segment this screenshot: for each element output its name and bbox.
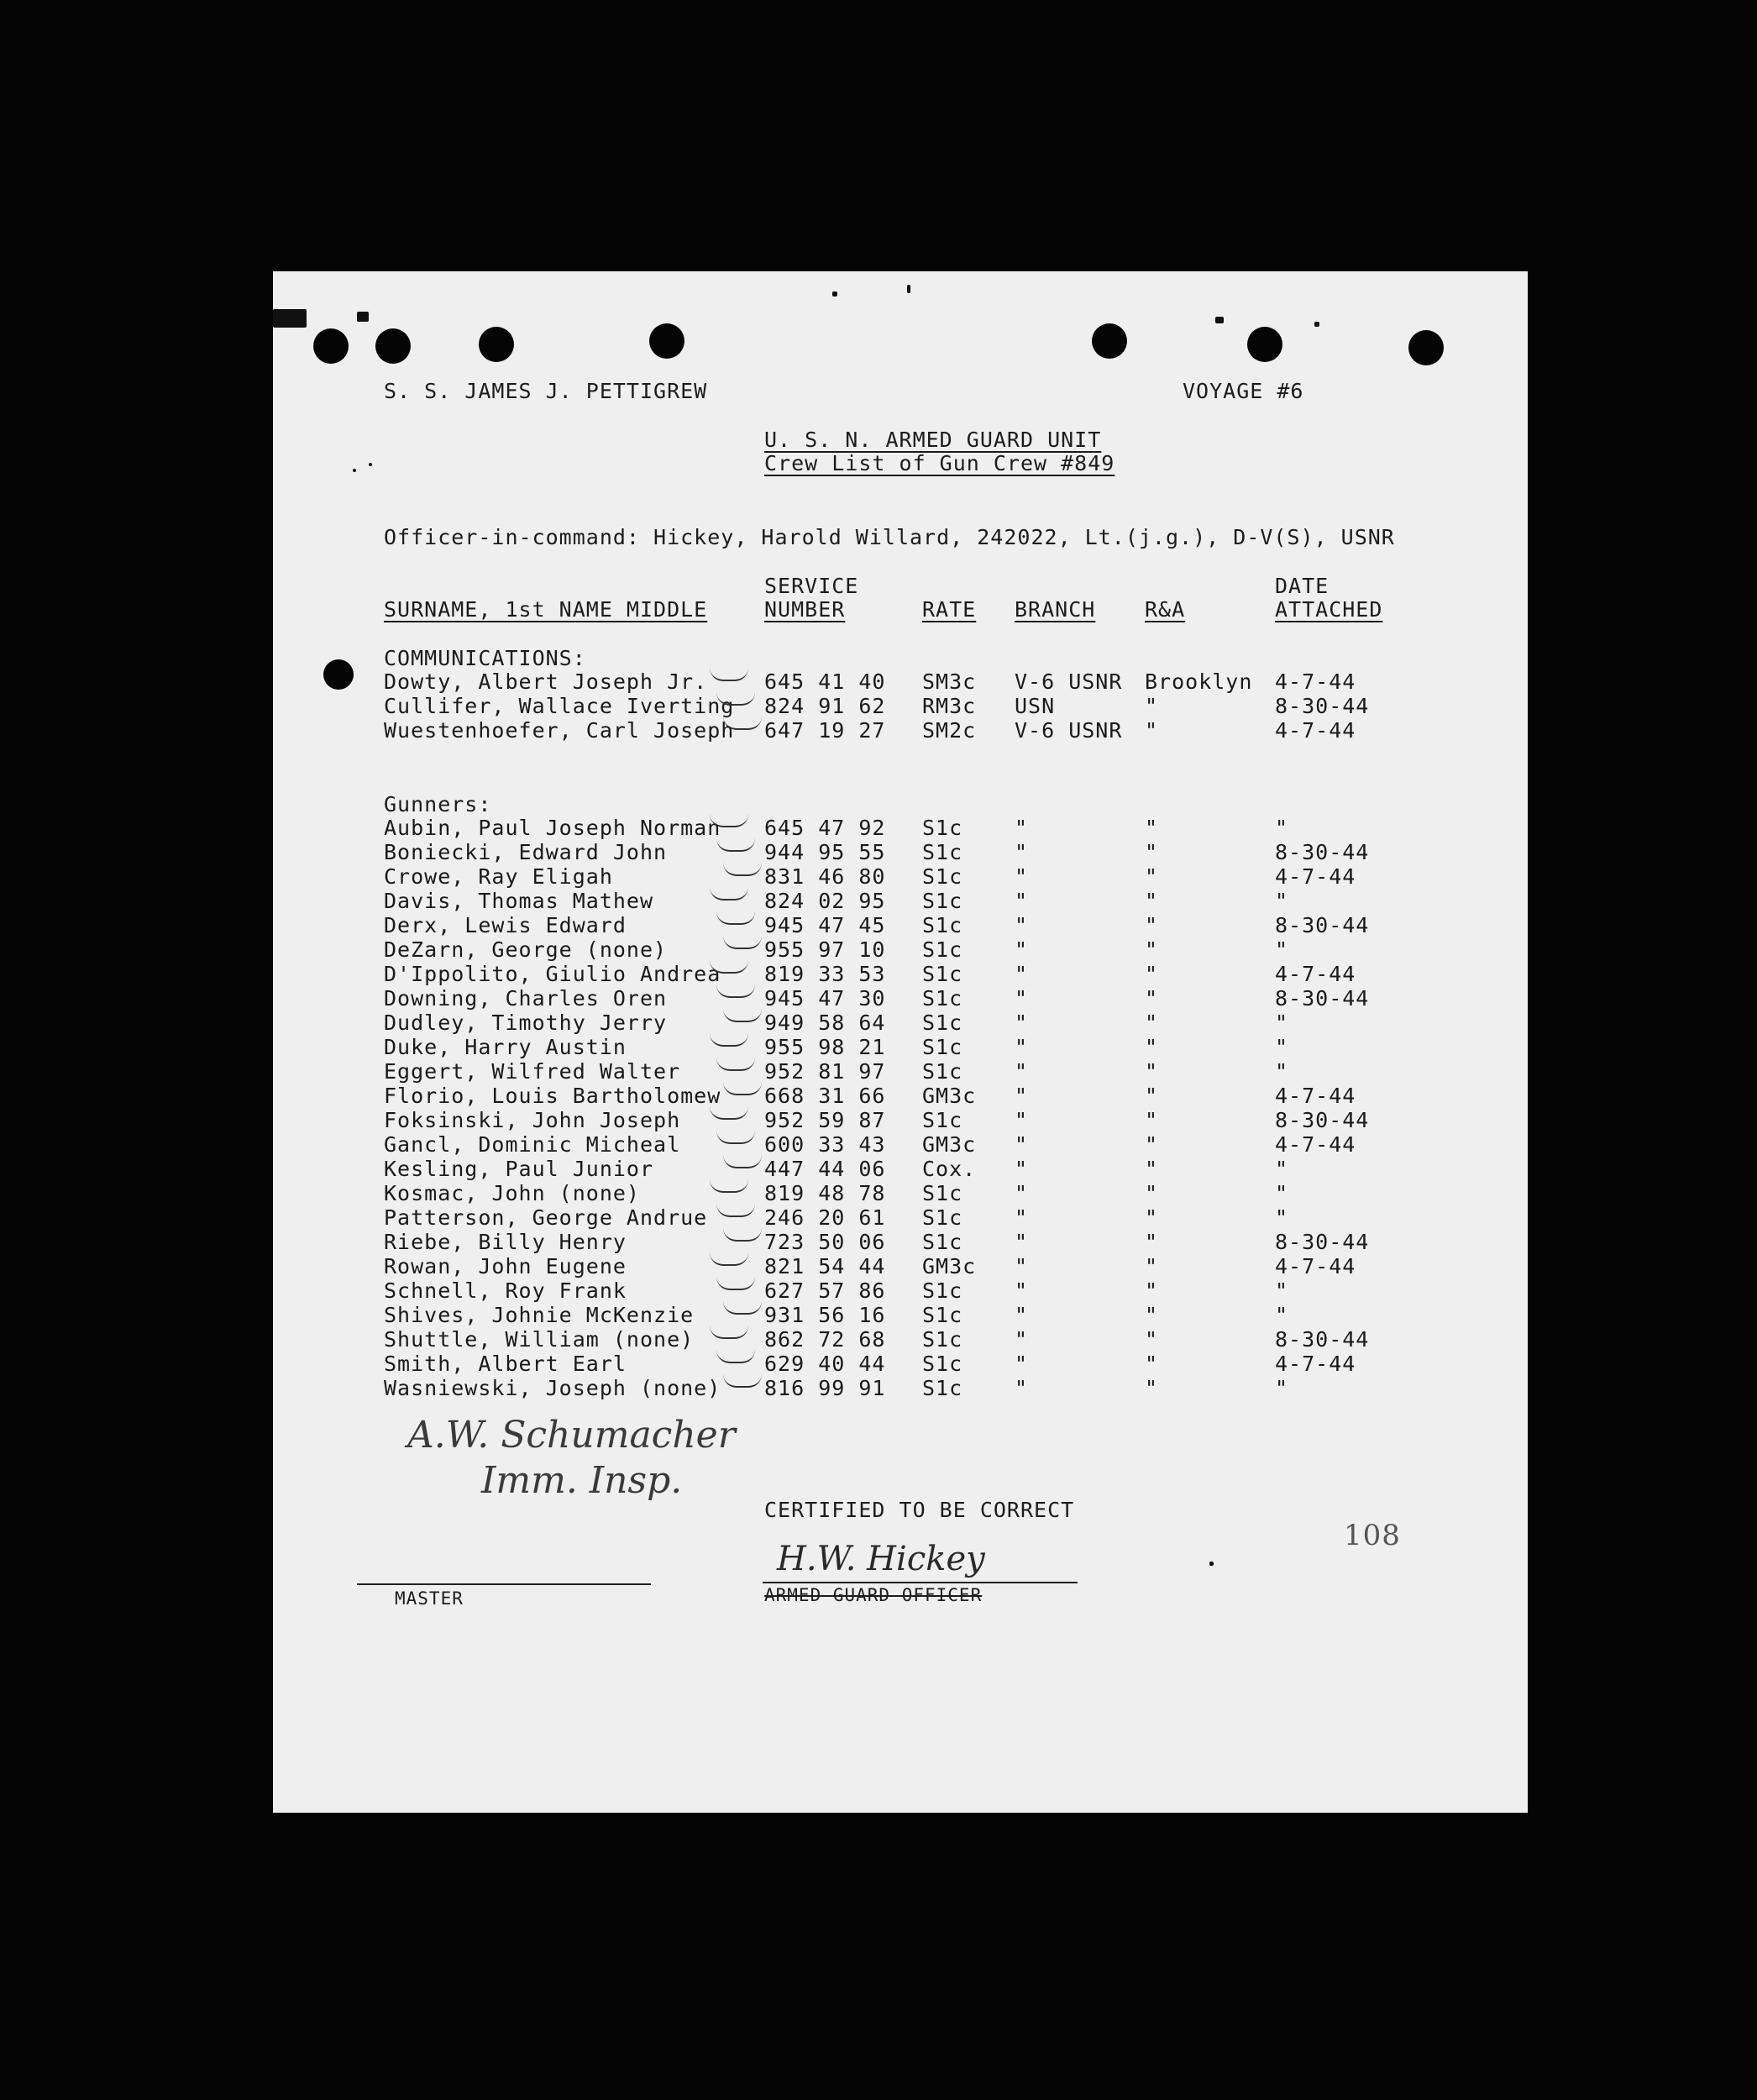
master-signature-line [357,1583,651,1585]
table-row [273,986,1528,1011]
check-mark [716,1131,755,1144]
crew-name: Schnell, Roy Frank [384,1278,627,1303]
crew-name: Smith, Albert Earl [384,1352,627,1376]
branch: " [1015,1205,1029,1230]
ra-location: " [1145,1205,1159,1230]
ink-speck [369,463,372,466]
check-mark [723,863,762,876]
armed-guard-officer-label: ARMED GUARD OFFICER [764,1585,983,1605]
crew-name: Derx, Lewis Edward [384,913,627,937]
branch: " [1015,1035,1029,1059]
date-attached: " [1275,889,1289,913]
ra-location: " [1145,1108,1159,1132]
column-header-date-bottom: ATTACHED [1275,597,1383,622]
gunners-heading: Gunners: [384,792,492,816]
crew-name: Dudley, Timothy Jerry [384,1011,668,1035]
check-mark [716,1204,755,1217]
service-number: 949 58 64 [764,1011,886,1035]
crew-name: Aubin, Paul Joseph Norman [384,816,721,840]
branch: " [1015,1011,1029,1035]
table-row [273,1108,1528,1132]
rate: SM2c [922,718,977,743]
column-header-date-top: DATE [1275,574,1330,598]
date-attached: " [1275,937,1289,962]
ra-location: " [1145,937,1159,962]
table-row [273,840,1528,864]
table-row [273,816,1528,840]
branch: " [1015,1278,1029,1303]
date-attached: " [1275,1035,1289,1059]
handwritten-inspector-name: A.W. Schumacher [407,1414,736,1457]
date-attached: " [1275,816,1289,840]
check-mark [723,936,762,949]
branch: " [1015,864,1029,889]
rate: S1c [922,840,963,864]
ra-location: " [1145,1157,1159,1181]
branch: " [1015,840,1029,864]
punch-hole [313,328,349,364]
ink-speck [1314,322,1319,327]
punch-hole [649,323,684,359]
ra-location: " [1145,1132,1159,1157]
ra-location: " [1145,1084,1159,1108]
table-row [273,1327,1528,1352]
crew-name: Dowty, Albert Joseph Jr. [384,669,708,694]
date-attached: 8-30-44 [1275,986,1370,1011]
ink-speck [357,312,369,322]
date-attached: 4-7-44 [1275,1132,1356,1157]
column-header-branch: BRANCH [1015,597,1096,622]
crew-name: Downing, Charles Oren [384,986,668,1011]
service-number: 668 31 66 [764,1084,886,1108]
ra-location: " [1145,840,1159,864]
branch: " [1015,889,1029,913]
column-header-service-top: SERVICE [764,574,859,598]
rate: S1c [922,913,963,937]
branch: " [1015,1157,1029,1181]
service-number: 645 41 40 [764,669,886,694]
service-number: 862 72 68 [764,1327,886,1352]
rate: S1c [922,1278,963,1303]
crew-name: Duke, Harry Austin [384,1035,627,1059]
check-mark [716,692,755,706]
rate: S1c [922,962,963,986]
table-row [273,1084,1528,1108]
date-attached: 4-7-44 [1275,669,1356,694]
rate: S1c [922,1108,963,1132]
rate: S1c [922,1376,963,1400]
ra-location: " [1145,1254,1159,1278]
date-attached: 4-7-44 [1275,718,1356,743]
column-header-ra: R&A [1145,597,1186,622]
ra-location: " [1145,718,1159,743]
check-mark [716,1277,755,1290]
ink-speck [907,285,910,293]
rate: S1c [922,1035,963,1059]
branch: " [1015,1181,1029,1205]
check-mark [710,960,748,974]
service-number: 447 44 06 [764,1157,886,1181]
communications-heading: COMMUNICATIONS: [384,646,586,670]
page-number: 108 [1344,1519,1401,1552]
check-mark [723,717,762,730]
ra-location: " [1145,694,1159,718]
table-row [273,1059,1528,1084]
date-attached: 4-7-44 [1275,864,1356,889]
check-mark [710,1179,748,1193]
table-row [273,1011,1528,1035]
date-attached: " [1275,1278,1289,1303]
date-attached: 8-30-44 [1275,1230,1370,1254]
date-attached: 4-7-44 [1275,1352,1356,1376]
check-mark [716,838,755,852]
service-number: 816 99 91 [764,1376,886,1400]
date-attached: 4-7-44 [1275,962,1356,986]
service-number: 819 48 78 [764,1181,886,1205]
table-row [273,669,1528,694]
ra-location: " [1145,1303,1159,1327]
branch: " [1015,962,1029,986]
crew-name: Wuestenhoefer, Carl Joseph [384,718,735,743]
crew-name: D'Ippolito, Giulio Andrea [384,962,721,986]
crew-name: Boniecki, Edward John [384,840,668,864]
branch: V-6 USNR [1015,718,1123,743]
ra-location: " [1145,864,1159,889]
date-attached: " [1275,1011,1289,1035]
table-row [273,1205,1528,1230]
service-number: 824 91 62 [764,694,886,718]
branch: " [1015,1254,1029,1278]
unit-title: U. S. N. ARMED GUARD UNIT [764,428,1102,452]
crew-name: Shives, Johnie McKenzie [384,1303,695,1327]
rate: S1c [922,1181,963,1205]
check-mark [723,1155,762,1168]
date-attached: " [1275,1181,1289,1205]
service-number: 723 50 06 [764,1230,886,1254]
branch: " [1015,1376,1029,1400]
crew-name: Rowan, John Eugene [384,1254,627,1278]
punch-hole [1408,330,1444,365]
check-mark [723,1009,762,1022]
branch: USN [1015,694,1056,718]
service-number: 645 47 92 [764,816,886,840]
certified-statement: CERTIFIED TO BE CORRECT [764,1498,1075,1522]
crew-name: Cullifer, Wallace Iverting [384,694,735,718]
table-row [273,962,1528,986]
table-row [273,718,1528,743]
branch: " [1015,1059,1029,1084]
service-number: 945 47 30 [764,986,886,1011]
voyage-number: VOYAGE #6 [1183,379,1304,403]
ra-location: " [1145,1181,1159,1205]
crew-name: Florio, Louis Bartholomew [384,1084,721,1108]
branch: " [1015,1108,1029,1132]
document-page [273,271,1528,1813]
check-mark [710,1106,748,1120]
punch-hole [1247,327,1282,362]
ra-location: " [1145,1011,1159,1035]
rate: S1c [922,986,963,1011]
table-row [273,694,1528,718]
column-header-name: SURNAME, 1st NAME MIDDLE [384,597,708,622]
crew-name: Eggert, Wilfred Walter [384,1059,681,1084]
table-row [273,913,1528,937]
table-row [273,1157,1528,1181]
service-number: 629 40 44 [764,1352,886,1376]
rate: S1c [922,1327,963,1352]
service-number: 824 02 95 [764,889,886,913]
ink-speck [1215,317,1224,323]
date-attached: 4-7-44 [1275,1254,1356,1278]
rate: S1c [922,864,963,889]
check-mark [716,911,755,925]
date-attached: 8-30-44 [1275,840,1370,864]
crew-name: Shuttle, William (none) [384,1327,695,1352]
rate: SM3c [922,669,977,694]
check-mark [716,1350,755,1363]
date-attached: " [1275,1059,1289,1084]
service-number: 647 19 27 [764,718,886,743]
table-row [273,1230,1528,1254]
table-row [273,1254,1528,1278]
table-row [273,1181,1528,1205]
punch-hole [375,328,411,364]
crew-name: Riebe, Billy Henry [384,1230,627,1254]
check-mark [710,1033,748,1047]
ra-location: " [1145,1278,1159,1303]
check-mark [716,1058,755,1071]
rate: S1c [922,1352,963,1376]
ra-location: " [1145,816,1159,840]
column-header-rate: RATE [922,597,977,622]
crew-name: Patterson, George Andrue [384,1205,708,1230]
service-number: 952 59 87 [764,1108,886,1132]
date-attached: 8-30-44 [1275,1327,1370,1352]
ra-location: Brooklyn [1145,669,1253,694]
ra-location: " [1145,889,1159,913]
check-mark [723,1374,762,1388]
check-mark [710,814,748,827]
ra-location: " [1145,1230,1159,1254]
crew-name: Gancl, Dominic Micheal [384,1132,681,1157]
crew-name: Wasniewski, Joseph (none) [384,1376,721,1400]
table-row [273,1303,1528,1327]
date-attached: " [1275,1157,1289,1181]
service-number: 600 33 43 [764,1132,886,1157]
check-mark [710,1252,748,1266]
service-number: 627 57 86 [764,1278,886,1303]
check-mark [723,1301,762,1315]
ink-speck [1209,1562,1214,1566]
check-mark [723,1228,762,1242]
rate: RM3c [922,694,977,718]
branch: " [1015,937,1029,962]
branch: " [1015,1352,1029,1376]
crew-name: Kesling, Paul Junior [384,1157,654,1181]
branch: " [1015,986,1029,1011]
rate: S1c [922,1205,963,1230]
branch: " [1015,1327,1029,1352]
rate: S1c [922,816,963,840]
table-row [273,889,1528,913]
service-number: 821 54 44 [764,1254,886,1278]
officer-in-command: Officer-in-command: Hickey, Harold Willard, 242022, Lt.(j.g.), D-V(S), USNR [384,525,1395,549]
rate: S1c [922,1059,963,1084]
branch: " [1015,1132,1029,1157]
crew-name: Kosmac, John (none) [384,1181,640,1205]
date-attached: " [1275,1303,1289,1327]
table-row [273,864,1528,889]
crew-list-title: Crew List of Gun Crew #849 [764,451,1115,475]
ra-location: " [1145,913,1159,937]
ra-location: " [1145,1059,1159,1084]
rate: GM3c [922,1084,977,1108]
table-row [273,1376,1528,1400]
rate: S1c [922,1011,963,1035]
check-mark [710,887,748,900]
ra-location: " [1145,1376,1159,1400]
rate: S1c [922,1303,963,1327]
branch: V-6 USNR [1015,669,1123,694]
ra-location: " [1145,1035,1159,1059]
branch: " [1015,1230,1029,1254]
service-number: 931 56 16 [764,1303,886,1327]
table-row [273,1278,1528,1303]
service-number: 945 47 45 [764,913,886,937]
date-attached: 8-30-44 [1275,1108,1370,1132]
handwritten-inspector-title: Imm. Insp. [481,1459,683,1502]
rate: S1c [922,937,963,962]
service-number: 819 33 53 [764,962,886,986]
rate: S1c [922,889,963,913]
branch: " [1015,1303,1029,1327]
check-mark [710,1326,748,1339]
ship-name: S. S. JAMES J. PETTIGREW [384,379,708,403]
rate: GM3c [922,1132,977,1157]
punch-hole [479,327,514,362]
ra-location: " [1145,986,1159,1011]
service-number: 831 46 80 [764,864,886,889]
crew-name: Foksinski, John Joseph [384,1108,681,1132]
rate: Cox. [922,1157,977,1181]
master-label: MASTER [395,1588,464,1609]
ra-location: " [1145,1352,1159,1376]
check-mark [716,984,755,998]
ra-location: " [1145,1327,1159,1352]
crew-name: Davis, Thomas Mathew [384,889,654,913]
table-row [273,1132,1528,1157]
officer-signature-line [763,1582,1078,1583]
service-number: 955 97 10 [764,937,886,962]
officer-signature: H.W. Hickey [777,1540,985,1578]
service-number: 955 98 21 [764,1035,886,1059]
rate: S1c [922,1230,963,1254]
check-mark [710,668,748,681]
branch: " [1015,913,1029,937]
table-row [273,1352,1528,1376]
table-row [273,1035,1528,1059]
check-mark [723,1082,762,1095]
service-number: 952 81 97 [764,1059,886,1084]
ink-speck [832,291,837,297]
ra-location: " [1145,962,1159,986]
column-header-service-bottom: NUMBER [764,597,846,622]
branch: " [1015,816,1029,840]
ink-speck [273,309,307,328]
table-row [273,937,1528,962]
date-attached: " [1275,1205,1289,1230]
branch: " [1015,1084,1029,1108]
service-number: 944 95 55 [764,840,886,864]
ink-speck [353,469,356,472]
date-attached: 4-7-44 [1275,1084,1356,1108]
punch-hole [1092,323,1127,359]
rate: GM3c [922,1254,977,1278]
date-attached: 8-30-44 [1275,913,1370,937]
date-attached: 8-30-44 [1275,694,1370,718]
crew-name: DeZarn, George (none) [384,937,668,962]
crew-name: Crowe, Ray Eligah [384,864,613,889]
service-number: 246 20 61 [764,1205,886,1230]
date-attached: " [1275,1376,1289,1400]
